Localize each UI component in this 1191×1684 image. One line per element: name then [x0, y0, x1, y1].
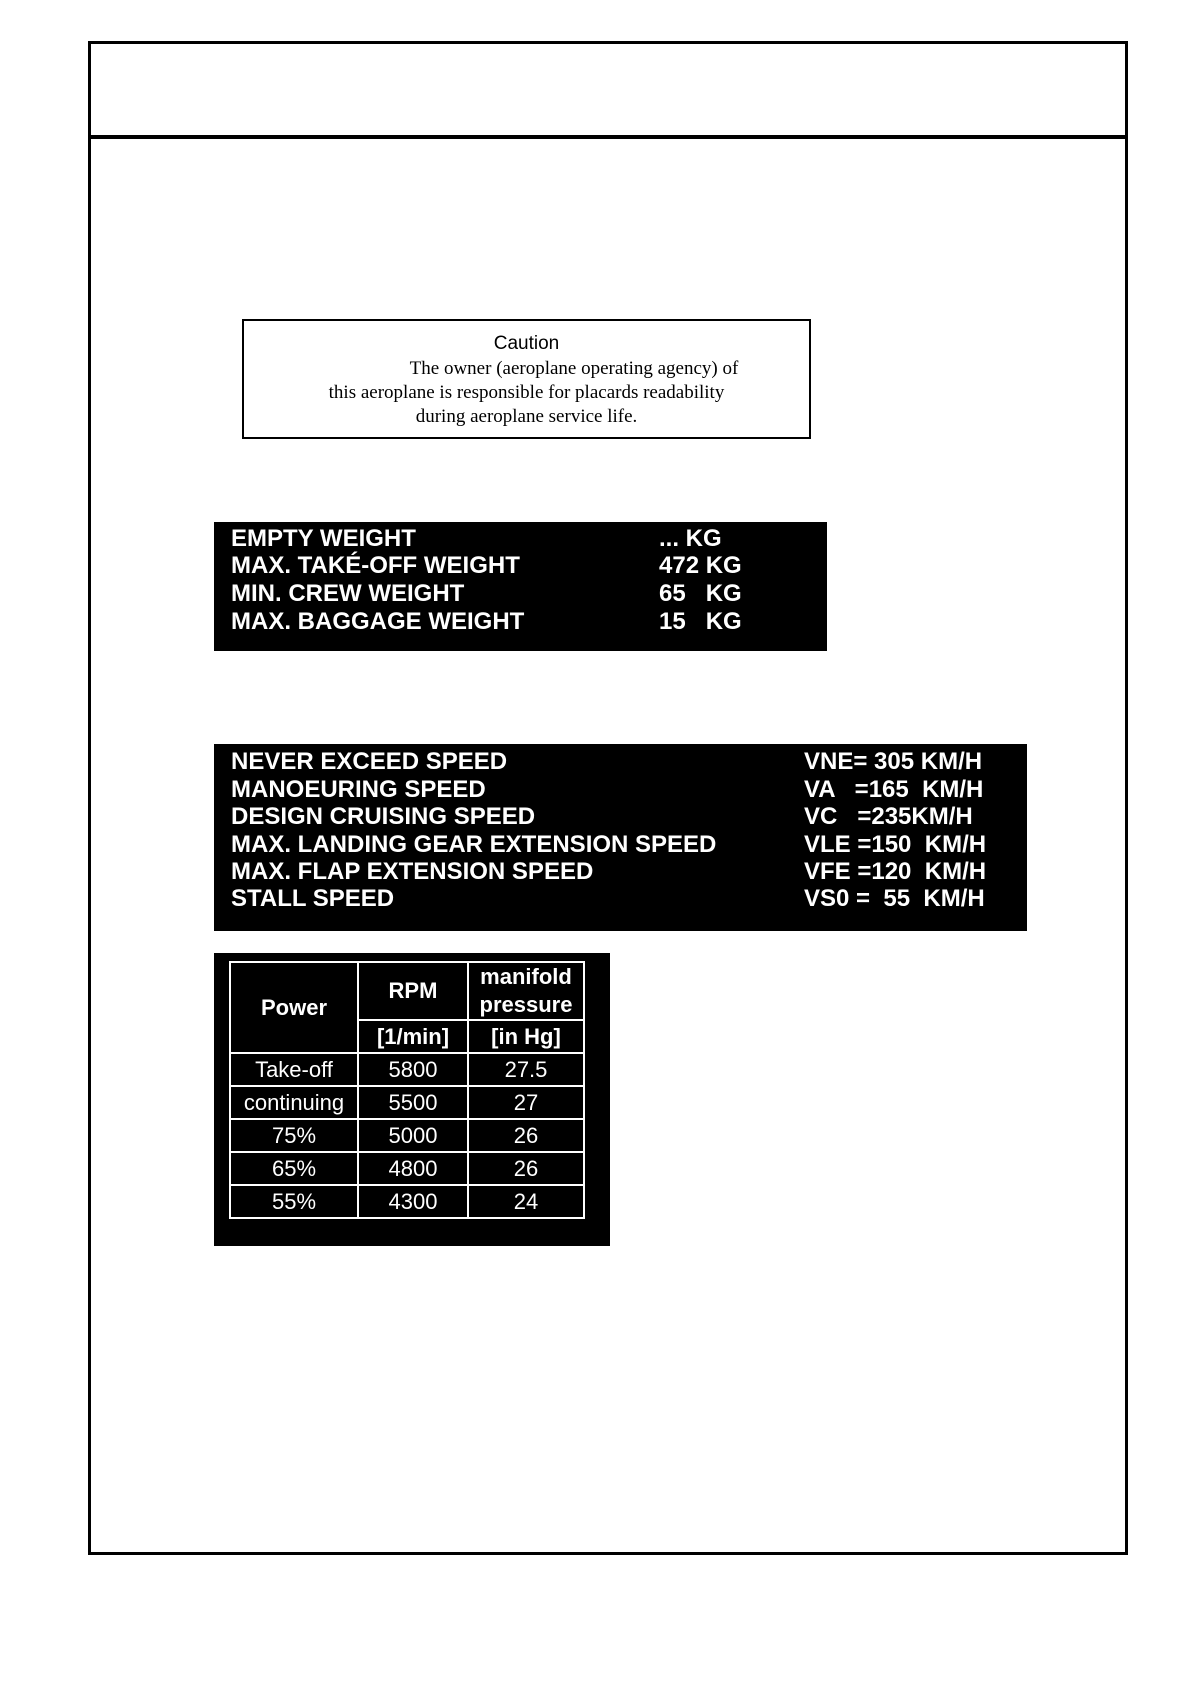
table-header-row [230, 962, 584, 1020]
cell-manifold: 27.5 [468, 1053, 584, 1086]
cell-manifold: 26 [468, 1152, 584, 1185]
caution-line-2: this aeroplane is responsible for placards readability [328, 382, 725, 403]
weight-label: EMPTY WEIGHT [231, 525, 416, 552]
speed-label: STALL SPEED [231, 885, 395, 912]
header-manifold-line1: manifold [480, 964, 572, 989]
cell-power: 55% [230, 1185, 358, 1218]
power-table [229, 961, 585, 1219]
header-rpm: RPM [358, 962, 468, 1020]
weight-value: ... KG [659, 525, 722, 552]
weight-value: 472 KG [659, 552, 742, 579]
cell-rpm: 4300 [358, 1185, 468, 1218]
speed-label: MAX. LANDING GEAR EXTENSION SPEED [231, 831, 717, 858]
weight-label: MIN. CREW WEIGHT [231, 580, 465, 607]
cell-rpm: 5000 [358, 1119, 468, 1152]
caution-line-1 [244, 358, 809, 380]
caution-title: Caution [493, 333, 560, 354]
cell-power: continuing [230, 1086, 358, 1119]
speed-label: DESIGN CRUISING SPEED [231, 803, 536, 830]
cell-manifold: 27 [468, 1086, 584, 1119]
header-manifold [468, 962, 584, 1020]
weight-value: 15 KG [659, 608, 742, 635]
cell-power: 65% [230, 1152, 358, 1185]
table-row [230, 1119, 584, 1152]
cell-rpm: 5500 [358, 1086, 468, 1119]
header-manifold-line2: pressure [479, 992, 573, 1017]
cell-power: Take-off [230, 1053, 358, 1086]
table-row [230, 1185, 584, 1218]
caution-text-1: The owner (aeroplane operating agency) of [409, 358, 739, 379]
cell-manifold: 24 [468, 1185, 584, 1218]
header-band [91, 44, 1125, 139]
cell-manifold: 26 [468, 1119, 584, 1152]
speed-value: VLE =150 KM/H [804, 831, 987, 858]
cell-power: 75% [230, 1119, 358, 1152]
speed-value: VNE= 305 KM/H [804, 748, 983, 775]
table-row [230, 1086, 584, 1119]
speeds-placard [214, 744, 1027, 931]
speed-label: MAX. FLAP EXTENSION SPEED [231, 858, 594, 885]
cell-rpm: 4800 [358, 1152, 468, 1185]
caution-placard [242, 319, 811, 439]
header-rpm-unit: [1/min] [358, 1020, 468, 1053]
weights-placard [214, 522, 827, 651]
speed-value: VS0 = 55 KM/H [804, 885, 985, 912]
table-row [230, 1053, 584, 1086]
caution-line-3: during aeroplane service life. [415, 406, 638, 427]
weight-value: 65 KG [659, 580, 742, 607]
speed-value: VFE =120 KM/H [804, 858, 987, 885]
cell-rpm: 5800 [358, 1053, 468, 1086]
weight-label: MAX. BAGGAGE WEIGHT [231, 608, 525, 635]
speed-value: VA =165 KM/H [804, 776, 984, 803]
speed-label: MANOEURING SPEED [231, 776, 486, 803]
weight-label: MAX. TAKÉ-OFF WEIGHT [231, 552, 520, 579]
header-power: Power [230, 962, 358, 1053]
table-row [230, 1152, 584, 1185]
speed-label: NEVER EXCEED SPEED [231, 748, 508, 775]
header-manifold-unit: [in Hg] [468, 1020, 584, 1053]
speed-value: VC =235KM/H [804, 803, 973, 830]
power-placard [214, 953, 610, 1246]
